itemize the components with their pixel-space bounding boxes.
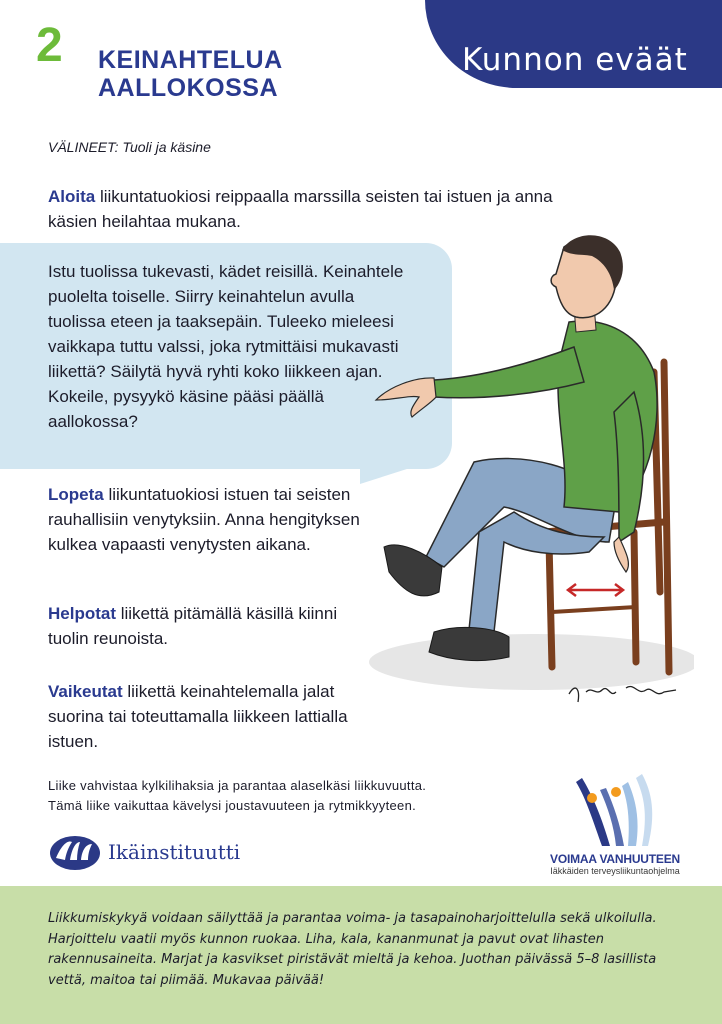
note-line-2: Tämä liike vaikuttaa kävelysi joustavuuteen ja rytmikkyyteen. bbox=[48, 798, 417, 813]
footer-text: Liikkumiskykyä voidaan säilyttää ja parantaa voima- ja tasapainoharjoittelulla sekä ulkoilulla. Harjoittelu vaatii myös kunnon ruokaa. Liha, kala, kananmunat ja pavut ovat lihasten rakennusaineita. Marjat ja kasvikset piristävät mieltä ja kehoa. Juothan päivässä 5–8 lasillista vettä, maitoa tai piimää. Mukavaa päivää! bbox=[48, 911, 657, 988]
finish-paragraph bbox=[48, 482, 393, 557]
floor-shoe bbox=[429, 627, 509, 660]
ikainstituutti-name: Ikäinstituutti bbox=[108, 840, 241, 864]
exercise-number: 2 bbox=[36, 19, 63, 72]
voimaa-vanhuuteen-logo-icon bbox=[570, 768, 656, 852]
floor-shadow bbox=[369, 634, 694, 690]
artist-signature bbox=[569, 686, 676, 702]
easier-keyword: Helpotat bbox=[48, 604, 116, 623]
benefit-note bbox=[48, 776, 426, 816]
harder-keyword: Vaikeutat bbox=[48, 682, 123, 701]
start-text: liikuntatuokiosi reippaalla marssilla seisten tai istuen ja anna käsien heilahtaa mukana. bbox=[48, 187, 553, 231]
easier-text: liikettä pitämällä käsillä kiinni tuolin reunoista. bbox=[48, 604, 338, 648]
instruction-text: Istu tuolissa tukevasti, kädet reisillä. Keinahtele puolelta toiselle. Siirry keinahtelun avulla tuolissa eteen ja taaksepäin. Tuleeko mieleesi vaikkapa tuttu valssi, joka rytmittäisi mukavasti liikettä? Säilytä hyvä ryhti koko liikkeen ajan. Kokeile, pysyykö käsine pääsi päällä aallokossa? bbox=[48, 262, 404, 431]
back-hand bbox=[614, 537, 628, 572]
back-arm bbox=[614, 392, 643, 542]
harder-text: liikettä keinahtelemalla jalat suorina tai toteuttamalla liikkeen lattialla istuen. bbox=[48, 682, 348, 751]
equipment-line: VÄLINEET: Tuoli ja käsine bbox=[48, 139, 211, 155]
voimaa-vanhuuteen-title: VOIMAA VANHUUTEEN bbox=[550, 852, 680, 866]
finish-keyword: Lopeta bbox=[48, 485, 104, 504]
page-title bbox=[98, 46, 283, 102]
start-keyword: Aloita bbox=[48, 187, 96, 206]
hand bbox=[376, 378, 436, 417]
note-line-1: Liike vahvistaa kylkilihaksia ja parantaa alaselkäsi liikkuvuutta. bbox=[48, 778, 427, 793]
title-line-2: AALLOKOSSA bbox=[98, 74, 278, 102]
voimaa-vanhuuteen-subtitle: Iäkkäiden terveysliikuntaohjelma bbox=[550, 866, 680, 876]
ikainstituutti-logo-icon bbox=[48, 834, 102, 872]
movement-arrow-icon bbox=[568, 584, 623, 596]
easier-paragraph bbox=[48, 601, 348, 651]
harder-paragraph bbox=[48, 679, 348, 754]
finish-text: liikuntatuokiosi istuen tai seisten rauhallisiin venytyksiin. Anna hengityksen kulkea vapaasti venytysten aikana. bbox=[48, 485, 360, 554]
banner-title: Kunnon eväät bbox=[462, 42, 688, 78]
seated-man-illustration bbox=[364, 212, 694, 722]
title-line-1: KEINAHTELUA bbox=[98, 46, 283, 74]
